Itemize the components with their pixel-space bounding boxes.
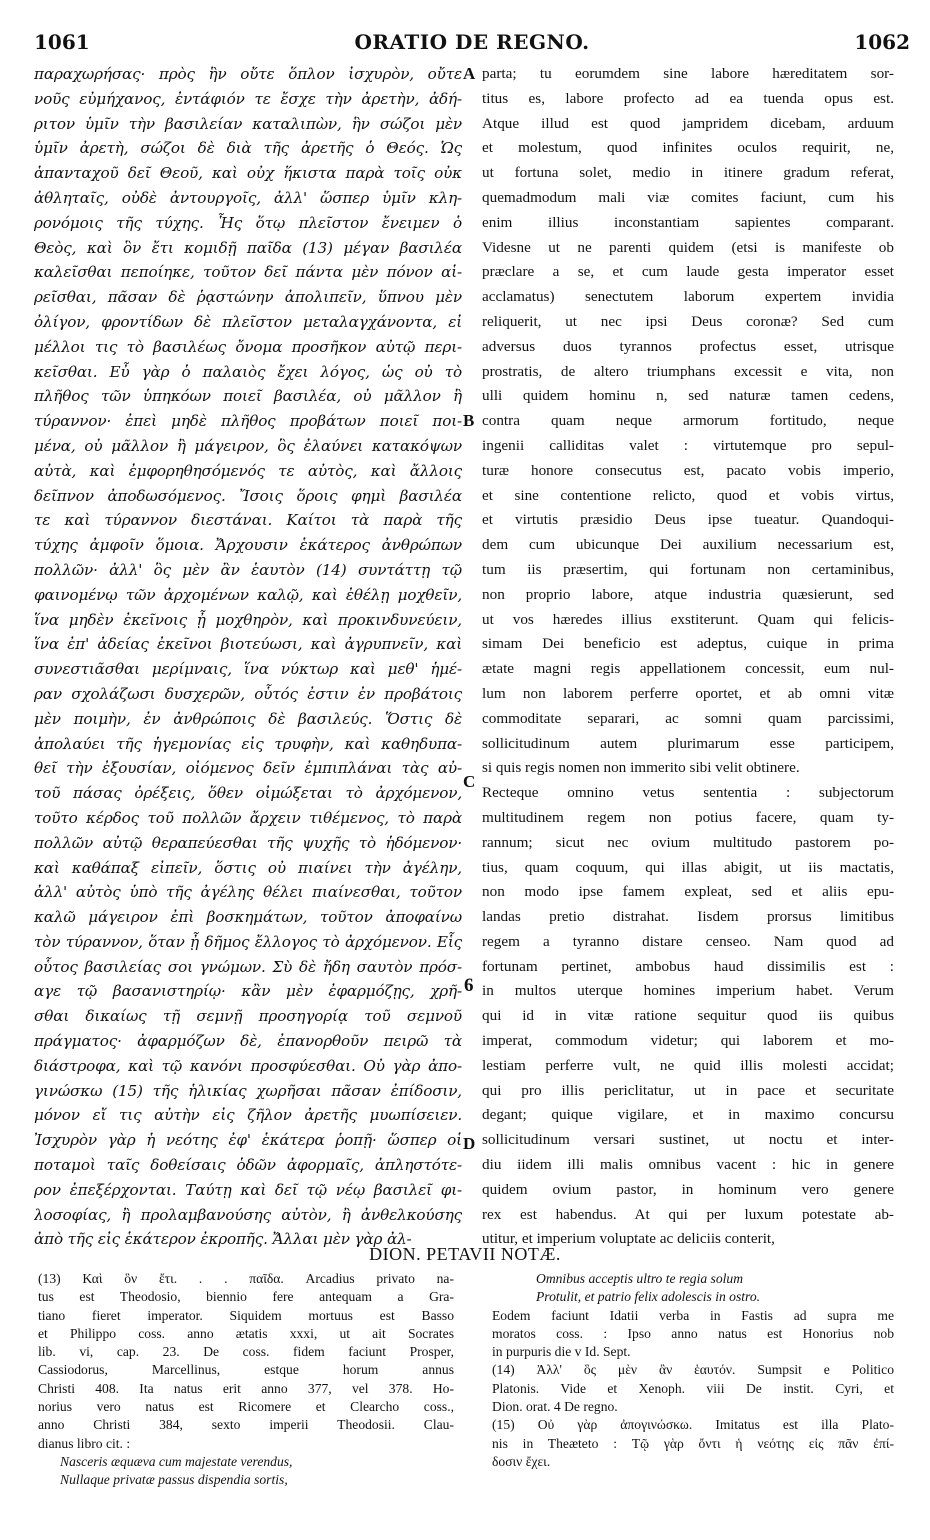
text-line: δοσιν ἔχει. [492,1453,551,1469]
text-line: ριτον ὑμῖν τὴν βασιλείαν καταλιπὼν, ἣν σώζοι μὲν [34,114,462,133]
text-line: tius, quam coquum, qui illas abigit, ut iis mactatis, [482,858,894,876]
text-line: μὲν ποιμὴν, ἐν ἀνθρώποις δὲ βασιλεύς. Ὅστις δὲ [34,709,462,728]
text-line: τύχης ἀμφοῖν ὅμοια. Ἄρχουσιν ἑκάτερος ἀνθρώπων [34,536,462,555]
text-line: σθαι δικαίως τῇ σεμνῇ προσηγορίᾳ τοῦ σεμνοῦ [34,1007,462,1026]
text-line: μέλλοι τις τὸ βασιλέως ὄνομα προσῆκον αὐτῷ περι- [34,337,462,356]
text-line: Videsne ut ne parenti quidem (etsi is manifeste ob [482,238,894,256]
notes-heading: DION. PETAVII NOTÆ. [369,1244,561,1264]
text-line: αὐτὰ, καὶ ἐμφορηθησόμενός τε αὐτὸς, καὶ ἄλλοις [34,461,462,480]
text-line: Protulit, et patrio felix adolescis in ostro. [536,1289,761,1305]
text-line: αγε τῷ βασανιστηρίῳ· κἂν μὲν ἐφαρμόζῃς, χρῆ- [34,982,462,1001]
text-line: κεῖσθαι. Εὖ γὰρ ὁ παλαιὸς ἔχει λόγος, ὡς οὐ τὸ [34,362,462,381]
text-line: ἀπολαύει τῆς ἡγεμονίας εἰς τρυφὴν, καὶ καθηδυπα- [34,734,462,753]
text-line: lum non laborem perferre oportet, et ab omni vitæ [482,684,894,702]
running-header [34,30,910,58]
text-line: ἵνα μηδὲν ἐκεῖνοις ᾖ μοχθηρὸν, καὶ προκινδυνεύειν, [34,610,462,629]
text-line: καλῶ μάγειρον ἐπὶ βοσκημάτων, τοῦτον ἀποφαίνω [34,908,462,927]
text-line: degant; quique vigilare, et in maximo concursu [482,1106,894,1124]
text-line: τοῦ πάσας ὀρέξεις, ὅθεν οἰμώξεται τὸ ἀρχόμενον, [34,784,462,803]
text-line: ὀλίγον, φροντίδων δὲ πλεῖστον μεταλαγχάνοντα, εἰ [34,312,462,331]
text-line: præclare a se, et cum laude gesta imperator esset [482,263,894,281]
text-line: ραν σχολάζωσι δυσχερῶν, οὗτός ἐστιν ἐν προβάτοις [34,684,462,703]
text-line: tiano fieret imperator. Siquidem mortuus est Basso [38,1307,454,1323]
text-line: quemadmodum mali viæ comites faciunt, cum his [482,188,894,206]
text-line: dem cum ubicunque Dei auxilium necessarium est, [482,536,894,554]
text-line: regem a tyranno distare censeo. Nam quod ad [482,932,894,950]
text-line: ρεῖσθαι, πᾶσαν δὲ ῥᾳστώνην ἀπολιπεῖν, ὕπνου μὲν [34,288,462,307]
text-line: φαινομένῳ τῶν ἀρχομένων καλῷ, καὶ ἐθέλῃ μοχθεῖν, [34,585,462,604]
text-line: parta; tu eorumdem sine labore hæreditatem sor- [482,65,894,82]
text-line: adversus duos tyrannos profectus esset, utrisque [482,337,894,355]
text-line: ρονόμοις τῆς τύχης. Ἧς ὅτῳ πλεῖστον ἔνειμεν ὁ [34,213,462,232]
greek-text-column [34,62,462,1252]
text-line: qui pro illis periclitatur, ut in pace et securitate [482,1081,894,1099]
text-line: commoditate separari, ac somni quam parcissimi, [482,709,894,727]
text-line: enim illius inconstantiam sapientes comparant. [482,213,894,231]
text-line: multitudinem regem non potius facere, quam ty- [482,808,894,826]
text-line: (15) Οὐ γὰρ ἀπογινώσκω. Imitatus est illa Plato- [492,1417,894,1433]
text-line: τε καὶ τύραννον διεστάναι. Καίτοι τὰ παρὰ τῆς [34,511,462,530]
text-line: reliquerit, ut nec ipsi Deus coronæ? Sed cum [482,312,894,330]
text-line: rannum; sicut nec ovium multitudo pastorem po- [482,833,894,851]
text-line: καὶ καθάπαξ εἰπεῖν, ὅστις οὐ πιαίνει τὴν ἀγέλην, [34,858,462,877]
text-line: et molestum, quod infinites oculos requirit, ne, [482,139,894,157]
text-line: in purpuris die v Id. Sept. [492,1344,631,1360]
text-line: τὸν τύραννον, ὅταν ᾖ δῆμος ἔλλογος τὸ ἀρχόμενον. Εἷς [34,932,462,951]
text-line: turæ honore consecutus est, pacato vobis imperio, [482,461,894,479]
text-line: πολλῶν· ἀλλ' ὃς μὲν ἂν ἑαυτὸν (14) συντάττῃ τῷ [34,560,462,579]
text-line: dianus libro cit. : [38,1435,131,1451]
text-line: simam Dei beneficio est adeptus, cuique in prima [482,635,894,653]
text-line: ut vos hæredes illius exstiterunt. Quam qui felicis- [482,610,894,628]
text-line: prostratis, de altero triumphans excessit e vita, non [482,362,894,380]
text-line: imperat, commodum videtur; qui laborem et mo- [482,1032,894,1050]
text-line: νοῦς εὐμήχανος, ἐντάφιόν τε ἔσχε τὴν ἀρετὴν, ἀδή- [34,89,462,108]
text-line: acclamatus) senectutem laborum expertem invidia [482,288,894,306]
text-line: et virtutis præsidio Deus ipse tueatur. Quandoqui- [482,511,894,529]
text-line: ingenii calliditas valet : virtutemque pro sepul- [482,436,894,454]
text-line: τύραννον· ἐπεὶ μηδὲ πλῆθος προβάτων ποιεῖ ποι- [34,412,462,431]
text-line: quidem ovium pastor, in hominum vero genere [482,1180,894,1198]
text-line: sollicitudinum versari sustinet, ut noctu et inter- [482,1131,894,1149]
text-line: μένα, οὐ μᾶλλον ἢ μάγειρον, ὃς ἐλαύνει κατακόψων [34,436,462,455]
text-line: ὑμῖν ἀρετὴ, σώζοι δὲ διὰ τῆς ἀρετῆς ὁ Θεός. Ὡς [34,139,462,158]
text-line: ἁπανταχοῦ δεῖ Θεοῦ, καὶ οὐχ ἥκιστα παρὰ τοῖς οὐκ [34,164,462,183]
text-line: tus est Theodosio, biennio fere antequam a Gra- [38,1289,454,1305]
text-line: οὗτος βασιλείας σοι γνώμων. Σὺ δὲ ἤδη σαυτὸν πρόσ- [34,957,462,976]
text-line: (13) Καὶ ὃν ἔτι. . . παῖδα. Arcadius privato na- [38,1271,454,1286]
text-line: διάστροφα, καὶ τῷ κανόνι προσφύεσθαι. Οὐ γὰρ ἀπο- [34,1056,462,1075]
text-line: πλῆθος τῶν ὑπηκόων ποιεῖ βασιλέα, οὐ μᾶλλον ἢ [34,387,462,406]
page-number-right: 1062 [854,30,910,54]
text-line: Omnibus acceptis ultro te regia solum [536,1271,744,1286]
text-line: Eodem faciunt Idatii verba in Fastis ad supra me [492,1307,894,1323]
text-line: συνεστιᾶσθαι μερίμναις, ἵνα νύκτωρ καὶ μεθ' ἡμέ- [34,660,462,679]
text-line: λοσοφίας, ἢ προλαμβανούσης αὐτὸν, ἢ ἀνθελκούσης [34,1205,462,1224]
text-line: ulli quidem hominu n, sed naturæ tamen cedens, [482,387,894,405]
latin-text-column [482,62,894,1252]
text-line: πολλῶν αὐτῷ θεραπεύεσθαι τῆς ψυχῆς τὸ ἡδόμενον· [34,833,462,852]
text-line: si quis regis nomen non immerito sibi velit obtinere. [482,759,800,777]
text-line: Dion. orat. 4 De regno. [492,1399,618,1415]
text-line: et Philippo coss. anno ætatis xxxi, ut ait Socrates [38,1325,454,1341]
text-line: (14) Ἀλλ' ὃς μὲν ἂν ἑαυτόν. Sumpsit e Politico [492,1362,894,1378]
text-line: diu iidem illi malis omnibus vacent : hic in genere [482,1156,894,1174]
text-line: utitur, et imperium voluptate ac deliciis conterit, [482,1230,775,1248]
margin-number-six: 6 [464,975,474,996]
text-line: τοῦτο κέρδος τοῦ πολλῶν ἄρχειν τιθέμενος, τὸ παρὰ [34,808,462,827]
text-line: in multos uterque homines imperium habet. Verum [482,982,894,1000]
text-line: et sine contentione relicto, quod et vobis virtus, [482,486,894,504]
text-line: non proprio labore, atque industria quæsierunt, sed [482,585,894,603]
notes-right-column [492,1270,894,1471]
text-line: ἀπὸ τῆς εἰς ἑκάτερον ἐκροπῆς. Ἄλλαι μὲν γὰρ ἀλ- [34,1230,412,1249]
text-line: Nullaque privatæ passus dispendia sortis, [60,1472,288,1488]
text-line: Θεὸς, καὶ ὃν ἔτι κομιδῇ παῖδα (13) μέγαν βασιλέα [34,238,462,257]
text-line: Recteque omnino vetus sententia : subjectorum [482,784,894,802]
text-line: Atque illud est quod jampridem dicebam, arduum [482,114,894,132]
text-line: fortunam pertinet, ambobus haud dissimilis est : [482,957,894,975]
margin-marker-c: C [463,772,476,791]
text-line: qui id in vitæ ratione sequitur quod iis quibus [482,1007,894,1025]
text-line: moratos coss. : Ipso anno natus est Honorius nob [492,1325,894,1341]
text-line: Nasceris æquæva cum majestate verendus, [60,1453,293,1469]
text-line: ἀθληταῖς, οὐδὲ ἀντουργοῖς, ἀλλ' ὥσπερ ὑμῖν κλη- [34,188,462,207]
text-line: ætate magni regis appellationem concessit, eum nul- [482,660,894,678]
margin-marker-d: D [463,1134,476,1153]
margin-marker-b: B [463,411,475,430]
text-line: tum iis præsertim, qui fortunam non certaminibus, [482,560,894,578]
text-line: πράγματος· ἀφαρμόζων δὲ, ἐπανορθοῦν πειρῶ τὰ [34,1032,462,1051]
text-line: παραχωρήσας· πρὸς ἣν οὔτε ὅπλον ἰσχυρὸν, οὔτε [34,65,462,83]
page-number-left: 1061 [34,30,90,54]
text-line: anno Christi 384, sexto imperii Theodosii. Clau- [38,1417,454,1433]
text-line: nis in Theæteto : Τῷ γὰρ ὄντι ἡ νεότης εἰς πᾶν ἐπί- [492,1435,894,1451]
text-line: ἀλλ' αὐτὸς ὑπὸ τῆς ἀγέλης θέλει πιαίνεσθαι, τοῦτον [34,883,462,902]
text-line: lestiam perferre vult, ne quid illis molesti accidat; [482,1056,894,1074]
notes-left-column [38,1270,454,1490]
text-line: γινώσκω (15) τῆς ἡλικίας χωρῆσαι πᾶσαν ἐπίδοσιν, [34,1081,462,1100]
text-line: Ἰσχυρὸν γὰρ ἡ νεότης ἐφ' ἑκάτερα ῥοπῇ· ὥσπερ οἱ [34,1131,462,1150]
text-line: non modo ipse famem expleat, sed et aliis epu- [482,883,894,901]
text-line: lib. vi, cap. 23. De coss. fidem faciunt Prosper, [38,1344,454,1360]
text-line: καλεῖσθαι πεποίηκε, τοῦτον δεῖ πάντα μὲν πόνον αἱ- [34,263,462,282]
text-line: Cassiodorus, Marcellinus, estque horum annus [38,1362,454,1378]
text-line: θεῖ τὴν ἐξουσίαν, οἰόμενος δεῖν ἐμπιπλάναι τὰς αὐ- [34,759,462,778]
text-line: norius vero natus est Ricomere et Clearcho coss., [38,1399,454,1415]
text-line: ρον ἐπεξέρχονται. Ταύτῃ καὶ δεῖ τῷ νέῳ βασιλεῖ φι- [34,1180,462,1199]
text-line: Christi 408. Ita natus erit anno 377, vel 378. Ho- [38,1380,454,1396]
text-line: landas pretio distrahat. Iisdem prorsus limitibus [482,908,894,926]
text-line: ποταμοὶ ταῖς δοθείσαις ὁδῶν ἀφορμαῖς, ἀπληστότε- [34,1156,462,1175]
text-line: titus es, labore profecto ad ea tuenda opus est. [482,89,894,107]
text-line: rex est habendus. At qui per luxum potestate ab- [482,1205,894,1223]
margin-marker-a: A [463,64,476,83]
text-line: ἵνα ἐπ' ἀδείας ἐκεῖνοι βιοτεύωσι, καὶ ἀγρυπνεῖν, καὶ [34,635,462,654]
text-line: contra quam neque armorum fortitudo, neque [482,412,894,430]
text-line: sollicitudinum autem plurimarum esse participem, [482,734,894,752]
running-title: ORATIO DE REGNO. [354,30,590,54]
text-line: μόνον εἴ τις αὐτὴν εἰς ζῆλον ἀρετῆς μυωπίσειεν. [34,1106,462,1125]
text-line: ut fortuna solet, medio in itinere gradum referat, [482,164,894,182]
text-line: Platonis. Vide et Xenoph. viii De instit. Cyri, et [492,1380,894,1396]
text-line: δεῖπνον ἀποδωσόμενος. Ἴσοις ὅροις φημὶ βασιλέα [34,486,462,505]
